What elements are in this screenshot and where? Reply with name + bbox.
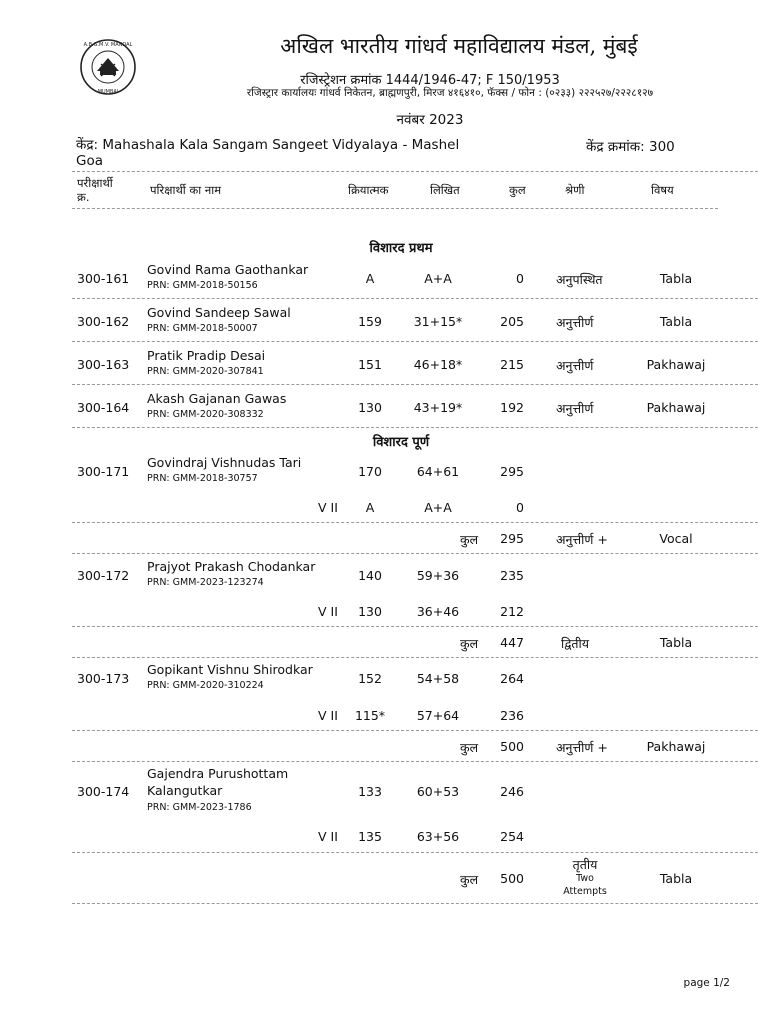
divider [72,553,758,554]
subject: Tabla [659,314,693,329]
sum-total: 500 [500,871,524,886]
roll-number: 300-172 [77,568,130,583]
student-name-line1: Gajendra Purushottam [147,766,289,781]
section-heading-pratham: विशारद प्रथम [369,241,433,256]
grade: अनुत्तीर्ण + [556,532,608,547]
sum-total: 447 [500,635,524,650]
divider [72,761,758,762]
sum-label: कुल [460,532,479,547]
part-two-practical: 135 [358,829,382,844]
part-two-practical: 115* [354,708,386,723]
subject: Tabla [659,271,693,286]
grade-note-line1: Two [576,873,594,884]
col-name-header: परिक्षार्थी का नाम [150,183,222,197]
part-two-total: 254 [500,829,524,844]
center-number [586,137,675,155]
part-two-total: 236 [500,708,524,723]
grade: अनुत्तीर्ण [556,358,594,373]
col-grade-header: श्रेणी [565,183,585,197]
roll-number: 300-174 [77,784,130,799]
prn-number: PRN: GMM-2018-50156 [147,280,258,291]
practical-marks: 133 [358,784,382,799]
part-two-practical: A [365,500,375,515]
prn-number: PRN: GMM-2018-50007 [147,323,258,334]
grade: अनुत्तीर्ण [556,401,594,416]
part-two-label: V II [318,829,338,844]
center-name-line2: Goa [76,153,103,169]
divider [72,298,758,299]
total-marks: 215 [500,357,524,372]
practical-marks: 151 [358,357,382,372]
part-two-label: V II [318,604,338,619]
center-number-value: 300 [648,139,675,155]
sum-total: 295 [500,531,524,546]
roll-number: 300-162 [77,314,130,329]
written-marks: A+A [424,271,452,286]
logo-text-top: A.B.G.M.V. MANDAL [83,42,133,48]
written-marks: 54+58 [416,671,460,686]
page-title: अखिल भारतीय गांधर्व महाविद्यालय मंडल, मुंबई [280,34,638,58]
prn-number: PRN: GMM-2020-308332 [147,409,264,420]
practical-marks: 159 [358,314,382,329]
part-two-written: 63+56 [416,829,460,844]
student-name: Prajyot Prakash Chodankar [147,559,316,574]
student-name: Akash Gajanan Gawas [147,391,287,406]
divider [72,626,758,627]
divider [72,852,758,853]
subject: Vocal [659,531,693,546]
student-name: Govindraj Vishnudas Tari [147,455,302,470]
roll-number: 300-164 [77,400,130,415]
center-name-label: केंद्र: [76,137,99,153]
total-marks: 295 [500,464,524,479]
registration-line: रजिस्ट्रेशन क्रमांक 1444/1946-47; F 150/1953 [300,73,560,88]
sum-label: कुल [460,740,479,755]
total-marks: 0 [516,271,524,286]
divider [72,208,718,209]
divider [72,522,758,523]
sum-label: कुल [460,636,479,651]
grade: अनुपस्थित [556,272,603,287]
student-name-line2: Kalangutkar [147,783,223,798]
student-name: Pratik Pradip Desai [147,348,266,363]
roll-number: 300-171 [77,464,130,479]
part-two-total: 0 [516,500,524,515]
practical-marks: 170 [358,464,382,479]
section-heading-purna: विशारद पूर्ण [372,435,430,450]
prn-number: PRN: GMM-2023-1786 [147,802,252,813]
subject: Pakhawaj [646,739,706,754]
logo-text-bottom: MUMBAI [97,89,119,95]
written-marks: 60+53 [416,784,460,799]
part-two-written: 36+46 [416,604,460,619]
office-address-line: रजिस्ट्रार कार्यालयः गांधर्व निकेतन, ब्राह्मणपुरी, मिरज ४१६४१०, फॅक्स / फोन : (०२३३) २२२५२७/२२२८१२७ [246,87,654,99]
total-marks: 246 [500,784,524,799]
practical-marks: A [365,271,375,286]
col-roll-header-line1: परीक्षार्थी [77,176,113,190]
sum-total: 500 [500,739,524,754]
student-name: Govind Sandeep Sawal [147,305,291,320]
student-name [147,765,317,799]
subject: Pakhawaj [646,400,706,415]
grade: अनुत्तीर्ण + [556,740,608,755]
page-number: page 1/2 [683,977,730,989]
divider [72,657,758,658]
written-marks: 43+19* [413,400,463,415]
part-two-written: A+A [424,500,452,515]
roll-number: 300-173 [77,671,130,686]
center-name-line1: Mahashala Kala Sangam Sangeet Vidyalaya - Mashel [102,137,460,153]
part-two-practical: 130 [358,604,382,619]
institution-seal-logo [70,38,146,96]
roll-number: 300-161 [77,271,130,286]
divider [72,341,758,342]
roll-number: 300-163 [77,357,130,372]
total-marks: 192 [500,400,524,415]
part-two-total: 212 [500,604,524,619]
practical-marks: 140 [358,568,382,583]
col-total-header: कुल [509,183,526,197]
total-marks: 205 [500,314,524,329]
col-practical-header: क्रियात्मक [348,183,389,197]
written-marks: 64+61 [416,464,460,479]
subject: Tabla [659,871,693,886]
part-two-label: V II [318,500,338,515]
subject: Tabla [659,635,693,650]
grade: अनुत्तीर्ण [556,315,594,330]
center-number-label: केंद्र क्रमांक: [586,139,645,155]
divider [72,171,758,172]
subject: Pakhawaj [646,357,706,372]
col-written-header: लिखित [430,183,460,197]
col-subject-header: विषय [651,183,674,197]
sum-label: कुल [460,872,479,887]
practical-marks: 130 [358,400,382,415]
divider [72,427,758,428]
student-name: Govind Rama Gaothankar [147,262,309,277]
exam-month: नवंबर 2023 [396,112,464,128]
written-marks: 59+36 [416,568,460,583]
student-name: Gopikant Vishnu Shirodkar [147,662,313,677]
prn-number: PRN: GMM-2018-30757 [147,473,258,484]
col-roll-header [77,176,113,204]
divider [72,903,758,904]
prn-number: PRN: GMM-2020-310224 [147,680,264,691]
col-roll-header-line2: क्र. [77,190,90,204]
grade-note-line2: Attempts [563,886,607,897]
prn-number: PRN: GMM-2020-307841 [147,366,264,377]
total-marks: 235 [500,568,524,583]
practical-marks: 152 [358,671,382,686]
written-marks: 31+15* [413,314,463,329]
prn-number: PRN: GMM-2023-123274 [147,577,264,588]
center-name [76,137,496,169]
part-two-label: V II [318,708,338,723]
grade: द्वितीय [561,636,590,651]
divider [72,730,758,731]
divider [72,384,758,385]
part-two-written: 57+64 [416,708,460,723]
grade: तृतीय [572,857,598,872]
written-marks: 46+18* [413,357,463,372]
total-marks: 264 [500,671,524,686]
